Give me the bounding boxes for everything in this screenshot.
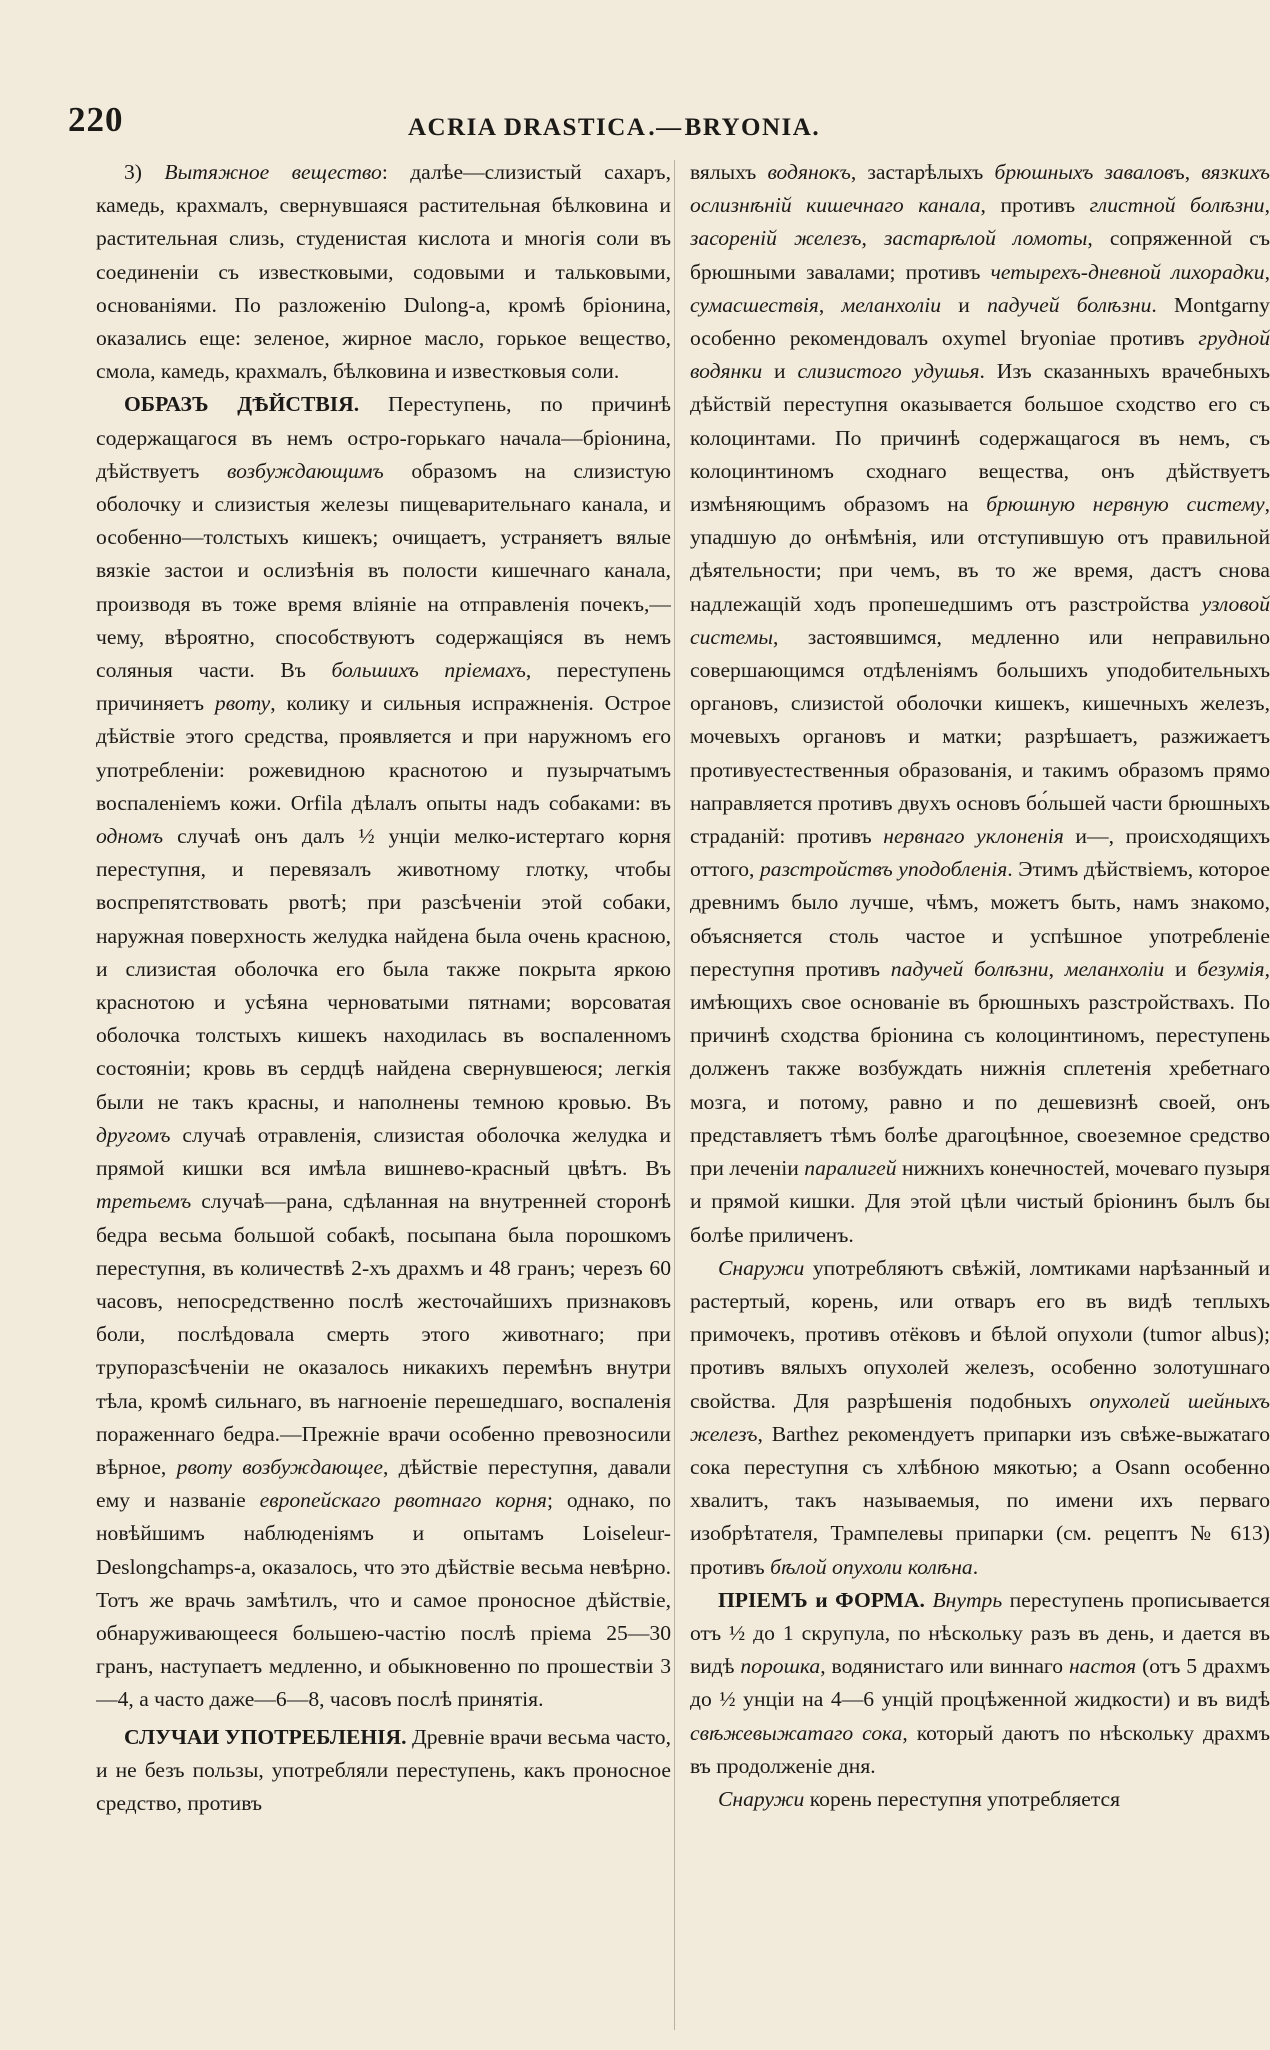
paragraph-extract (96, 156, 671, 388)
text-run: , колику и сильныя испражненія. Острое дѣйствіе этого средства, проявляется и при наружномъ его употребленіи: рожевидною краснотою и пузырчатымъ воспаленіемъ кожи. Orfila дѣлалъ опыты надъ собаками: въ (96, 691, 671, 815)
text-run: . (972, 1554, 979, 1579)
italic-run: четырехъ-дневной лихорадки (990, 259, 1265, 284)
text-run: , упадшую до онѣмѣнія, или отступившую отъ правильной дѣятельности; при чемъ, въ то же время, дастъ снова надлежащій ходъ пропешедшимъ отъ разстройства (690, 492, 1270, 616)
text-run: и (762, 359, 798, 384)
text-run: , Barthez рекомендуетъ припарки изъ свѣже-выжатаго сока переступня съ хлѣбною мякотью; а Osann особенно хвалитъ, такъ называемыя, по имени ихъ перваго изобрѣтателя, Трампелевы припарки (см. рецептъ № 613) противъ (690, 1421, 1270, 1579)
italic-run: европейскаго рвотнаго корня (259, 1488, 547, 1513)
text-run: 3) (124, 160, 165, 184)
italic-run: нервнаго уклоненія (883, 824, 1064, 849)
italic-run: Снаружи (718, 1786, 805, 1811)
italic-run: меланхоліи (1064, 956, 1165, 981)
text-run: употребляютъ свѣжій, ломтиками нарѣзанный и растертый, корень, или отваръ его въ видѣ теплыхъ примочекъ, противъ отёковъ и бѣлой опухоли (tumor albus); противъ вялыхъ опухолей железъ, особенно золотушнаго свойства. Для разрѣшенія подобныхъ (690, 1255, 1270, 1413)
text-run: , переступень причиняетъ (96, 658, 671, 716)
text-run: ъ, (1173, 160, 1202, 184)
text-run: вялыхъ (690, 160, 768, 184)
text-run: , (861, 226, 884, 251)
text-run: (отъ 5 драхмъ до ½ унціи на 4—6 унцій процѣженной жидкости) и въ видѣ (690, 1654, 1270, 1712)
italic-run: падучей болѣзни (890, 956, 1049, 981)
text-run: и (941, 292, 988, 317)
text-run: , (818, 292, 842, 317)
text-run: , сопряженной съ брюшными завалами; противъ (690, 226, 1270, 284)
italic-run: застарѣлой ломоты (883, 226, 1088, 251)
italic-run: рвоту (214, 691, 271, 716)
paragraph-uses (96, 1721, 671, 1821)
text-run: корень переступня употребляется (804, 1786, 1121, 1811)
italic-run: узловой системы (690, 591, 1270, 649)
text-run: , дѣйствіе переступня, давали ему и названіе (96, 1454, 671, 1513)
paragraph-external-use (690, 1252, 1270, 1584)
page-header (68, 100, 1248, 144)
italic-run: безумія (1197, 956, 1265, 981)
italic-run: вязкихъ ослизнѣній кишечнаго канала (690, 160, 1270, 218)
text-run: , (1264, 259, 1270, 284)
text-run: Древніе врачи весьма часто, и не безъ пользы, употребляли переступень, какъ проносное средство, противъ (96, 1724, 671, 1815)
italic-run: возбуждающимъ (227, 458, 384, 483)
paragraph-uses-continued (690, 156, 1270, 1252)
text-run: : далѣе—слизистый сахаръ, камедь, крахмалъ, свернувшаяся растительная бѣлковина и растительная слизь, студенистая кислота и многія соли въ соединеніи съ известковыми, содовыми и тальковыми, основаніями. По разложенію Dulong-а, кромѣ бріонина, оказались еще: зеленое, жирное масло, горькое вещество, смола, камедь, крахмалъ, бѣлковина и известковыя соли. (96, 160, 671, 384)
italic-run: меланхоліи (841, 292, 942, 317)
italic-run: разстройствъ уподобленія (759, 857, 1008, 882)
text-run: переступень прописывается отъ ½ до 1 скрупула, по нѣскольку разъ въ день, и дается въ видѣ (690, 1587, 1270, 1679)
running-head-separator: .— (648, 114, 683, 141)
italic-run: свѣжевыжатаго сока (690, 1720, 903, 1745)
italic-run: бѣлой опухоли колѣна (770, 1554, 973, 1579)
text-run: случаѣ отравленія, слизистая оболочка желудка и прямой кишки вся имѣла вишнево-красный цвѣтъ. Въ (96, 1122, 671, 1181)
text-run: образомъ на слизистую оболочку и слизистыя железы пищеварительнаго канала, и особенно—толстыхъ кишекъ; очищаетъ, устраняетъ вялые вязкіе застои и ослизѣнія въ полости кишечнаго канала, производя въ тоже время вліяніе на отправленія почекъ,—чему, вѣроятно, способствуютъ содержащіяся въ немъ соляныя части. Въ (96, 458, 671, 683)
italic-run: падучей болѣзни (987, 292, 1152, 317)
bold-heading-run: ОБРАЗЪ ДѢЙСТВІЯ. (124, 392, 360, 417)
italic-run: другомъ (96, 1122, 171, 1147)
bold-heading-run: ПРІЕМЪ и ФОРМА. (718, 1587, 925, 1612)
italic-run: порошка (740, 1654, 821, 1679)
text-run: случаѣ онъ далъ ½ унціи мелко-истертаго корня переступня, и перевязалъ животному глотку, чтобы воспрепятствовать рвотѣ; при разсѣченіи этой собаки, наружная поверхность желудка найдена была очень красною, и слизистая оболочка его была также покрыта яркою краснотою и усѣяна черноватыми пятнами; ворсоватая оболочка толстыхъ кишекъ находилась въ воспаленномъ состояніи; кровь въ сердцѣ найдена свернувшеюся; легкія были не такъ красны, и наполнены темною кровью. Въ (96, 824, 671, 1114)
running-head-section: ACRIA DRASTICA (408, 114, 647, 141)
italic-run: засореній железъ (690, 226, 862, 251)
column-divider (674, 160, 675, 2030)
text-run: . Montgarny особенно рекомендовалъ oxymel bryoniae противъ (690, 292, 1270, 351)
text-run: , застарѣлыхъ (850, 160, 995, 184)
text-run: и—, происходящихъ оттого, (690, 824, 1270, 882)
italic-run: Вытяжное вещество (164, 160, 382, 184)
text-run: нижнихъ конечностей, мочеваго пузыря и прямой кишки. Для этой цѣли чистый бріонинъ былъ бы болѣе приличенъ. (690, 1156, 1270, 1247)
left-column (96, 156, 671, 2036)
italic-run: настоя (1068, 1654, 1137, 1679)
italic-run: слизистого удушья (797, 359, 980, 384)
text-run: и (1164, 956, 1198, 981)
text-run: . Этимъ дѣйствіемъ, которое древнимъ было лучше, чѣмъ, можетъ быть, намъ знакомо, объясняется столь частое и успѣшное употребленіе переступня противъ (690, 857, 1270, 981)
text-run: , имѣющихъ свое основаніе въ брюшныхъ разстройствахъ. По причинѣ сходства бріонина съ колоцинтиномъ, переступень долженъ также возбуждать нижнія сплетенія хребетнаго мозга, и потому, равно и по дешевизнѣ своей, онъ представляетъ тѣмъ болѣе драгоцѣнное, своеземное средство при леченіи (690, 956, 1270, 1181)
bold-heading-run: СЛУЧАИ УПОТРЕБЛЕНІЯ. (124, 1724, 407, 1749)
text-run: , который даютъ по нѣскольку драхмъ въ продолженіе дня. (690, 1720, 1270, 1778)
text-run: Переступень, по причинѣ содержащагося въ немъ остро-горькаго начала—бріонина, дѣйствуетъ (96, 392, 671, 483)
italic-run: Снаружи (718, 1255, 805, 1280)
italic-run: водянокъ (767, 160, 851, 184)
italic-run: брюшную нервную систему (986, 492, 1265, 517)
text-run: , водянистаго или виннаго (820, 1654, 1069, 1679)
paragraph-mode-of-action (96, 388, 671, 1716)
italic-run: паралигей (804, 1156, 897, 1181)
italic-run: брюшныхъ завалов (994, 160, 1174, 184)
paragraph-external-root (690, 1783, 1270, 1816)
text-run: , (1264, 193, 1270, 218)
italic-run: третьемъ (96, 1189, 192, 1214)
italic-run: глистной болѣзни (1089, 193, 1265, 218)
italic-run: сумасшествія (690, 292, 819, 317)
text-run: ; однако, по новѣйшимъ наблюденіямъ и опытамъ Loiseleur-Deslongchamps-а, оказалось, что это дѣйствіе весьма невѣрно. Тотъ же врачь замѣтилъ, что и самое проносное дѣйствіе, обнаруживающееся большею-частію послѣ пріема 25—30 гранъ, наступаетъ медленно, и обыкновенно по прошествіи 3—4, а часто даже—6—8, часовъ послѣ принятія. (96, 1488, 671, 1712)
italic-run: опухолей шейныхъ железъ (690, 1388, 1270, 1446)
right-column (690, 156, 1270, 2036)
italic-run: большихъ пріемахъ (331, 658, 526, 683)
text-run: , противъ (980, 193, 1090, 218)
italic-run: одномъ (96, 824, 164, 849)
text-run: . Изъ сказанныхъ врачебныхъ дѣйствій переступня оказывается большое сходство его съ колоцинтами. По причинѣ содержащагося въ немъ, съ колоцинтиномъ сходнаго вещества, онъ дѣйствуетъ измѣняющимъ образомъ на (690, 359, 1270, 517)
paragraph-dosage (690, 1584, 1270, 1783)
running-head (408, 114, 820, 142)
text-run: , застоявшимся, медленно или неправильно совершающимся отдѣленіямъ большихъ уподобительныхъ органовъ, слизистой оболочки кишекъ, кишечныхъ железъ, мочевыхъ органовъ и матки; разрѣшаетъ, разжижаетъ противуестественныя образованія, и такимъ образомъ прямо направляется противъ двухъ основъ бо́льшей части брюшныхъ страданій: противъ (690, 624, 1270, 849)
italic-run: рвоту возбуждающее (176, 1454, 383, 1479)
text-run: , (1048, 956, 1065, 981)
italic-run: грудной водянки (690, 326, 1270, 384)
italic-run: Внутрь (932, 1587, 1003, 1612)
page-number: 220 (68, 100, 124, 139)
text-run: случаѣ—рана, сдѣланная на внутренней сторонѣ бедра весьма большой собакѣ, посыпана была порошкомъ переступня, въ количествѣ 2-хъ драхмъ и 48 гранъ; черезъ 60 часовъ, непосредственно послѣ жесточайшихъ признаковъ боли, послѣдовала смерть этого животнаго; при трупоразсѣченіи не оказалось никакихъ перемѣнъ внутри тѣла, кромѣ сильнаго, въ нагноеніе перешедшаго, воспаленія пораженнаго бедра.—Прежніе врачи особенно превозносили вѣрное, (96, 1189, 671, 1479)
running-head-title: BRYONIA. (684, 114, 821, 141)
